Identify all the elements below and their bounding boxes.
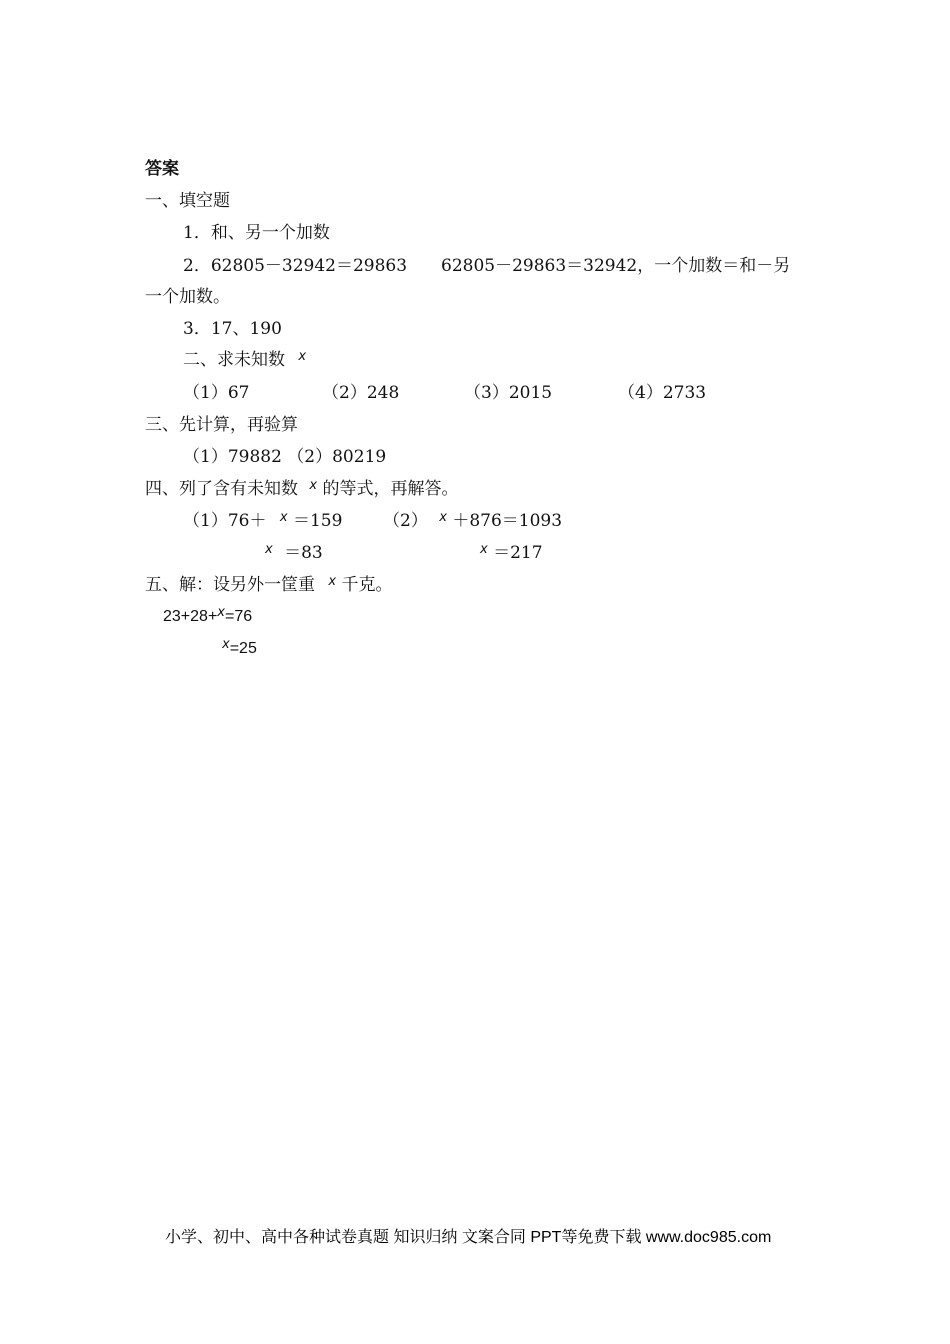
s2-heading-text: 二、求未知数 <box>183 350 285 370</box>
s4-equation-2 <box>383 510 562 534</box>
s4-eq2-right: ＋876＝1093 <box>452 511 563 531</box>
variable-x: x <box>439 510 447 525</box>
variable-x: x <box>309 478 318 493</box>
s4-solution-1 <box>265 542 323 566</box>
s2-answer-3: （3）2015 <box>464 383 553 403</box>
s2-answer-4: （4）2733 <box>618 383 707 403</box>
s3-answers: （1）79882 （2）80219 <box>183 447 387 467</box>
s1-q1: 1．和、另一个加数 <box>183 223 330 243</box>
variable-x: x <box>298 349 307 364</box>
variable-x: x <box>265 542 273 557</box>
s4-solution-2 <box>480 542 543 566</box>
variable-x: x <box>222 637 230 652</box>
s1-q2-part-b: 62805－29863＝32942，一个加数＝和－另 <box>441 256 791 276</box>
variable-x: x <box>279 510 288 525</box>
footer-watermark: 小学、初中、高中各种试卷真题 知识归纳 文案合同 PPT等免费下载 www.doc985.com <box>165 1229 772 1246</box>
s4-heading-text-b: 的等式，再解答。 <box>322 479 459 499</box>
variable-x: x <box>480 542 488 557</box>
s4-equation-1 <box>183 510 342 534</box>
s5-equation <box>163 606 252 629</box>
variable-x: x <box>217 605 225 620</box>
s4-sol1-value: ＝83 <box>284 543 323 563</box>
s5-heading-text-b: 千克。 <box>341 575 393 595</box>
section-2-heading <box>183 349 306 373</box>
s2-answer-1: （1）67 <box>183 383 250 403</box>
s4-eq2-label: （2） <box>383 511 428 531</box>
s5-sol-value: =25 <box>229 640 257 657</box>
section-5-heading <box>145 574 393 598</box>
s4-eq1-right: ＝159 <box>292 511 343 531</box>
s1-q2-part-c: 一个加数。 <box>145 287 230 307</box>
s4-sol2-value: ＝217 <box>493 543 543 563</box>
variable-x: x <box>328 574 337 589</box>
section-3-heading: 三、先计算，再验算 <box>145 415 298 435</box>
s1-q2-part-a: 2．62805－32942＝29863 <box>183 256 408 276</box>
s5-eq-right: =76 <box>224 608 253 625</box>
s1-q3: 3．17、190 <box>183 319 282 339</box>
s4-eq1-left: （1）76＋ <box>183 511 267 531</box>
section-4-heading <box>145 478 459 502</box>
s5-eq-left: 23+28+ <box>163 608 218 625</box>
answer-title: 答案 <box>145 159 179 179</box>
s5-solution <box>222 638 257 661</box>
s4-heading-text-a: 四、列了含有未知数 <box>145 479 298 499</box>
s5-heading-text-a: 五、解：设另外一筐重 <box>145 575 315 595</box>
s2-answer-2: （2）248 <box>322 383 400 403</box>
section-1-heading: 一、填空题 <box>145 191 230 211</box>
